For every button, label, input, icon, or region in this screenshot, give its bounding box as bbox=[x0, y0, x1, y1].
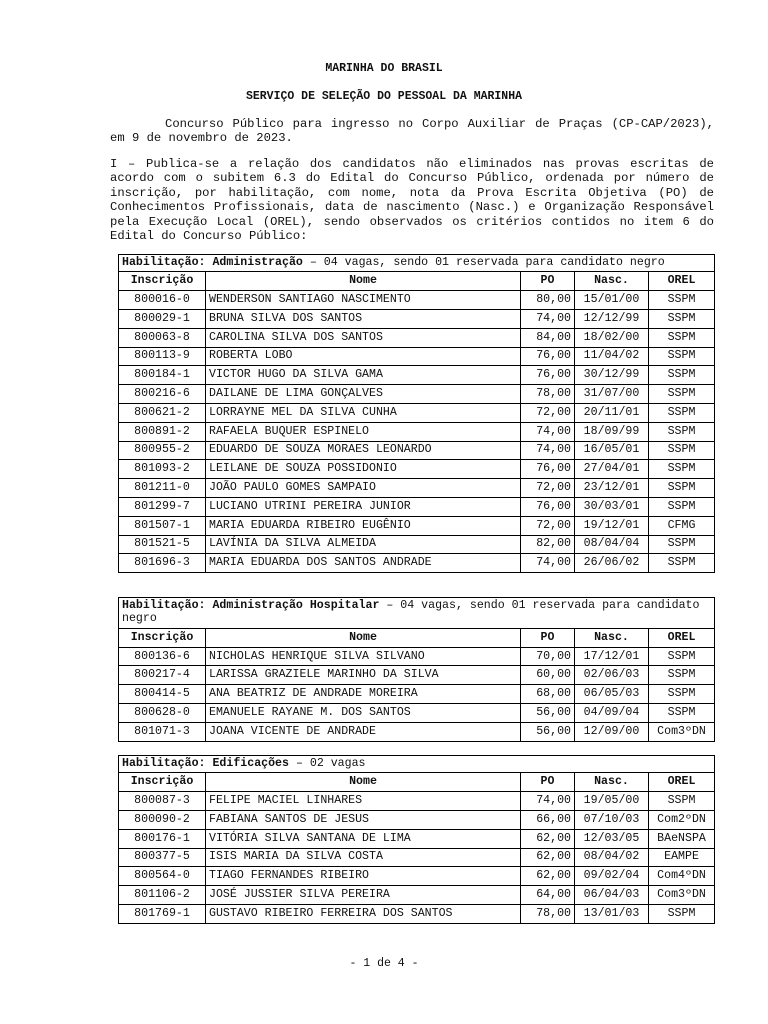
section-table-edificacoes bbox=[118, 755, 715, 924]
cell-nome: EDUARDO DE SOUZA MORAES LEONARDO bbox=[206, 441, 521, 460]
cell-inscricao: 801106-2 bbox=[119, 886, 206, 905]
cell-nome: ISIS MARIA DA SILVA COSTA bbox=[206, 848, 521, 867]
cell-orel: SSPM bbox=[649, 460, 715, 479]
table-row bbox=[119, 685, 715, 704]
col-orel: OREL bbox=[649, 272, 715, 291]
cell-nome: DAILANE DE LIMA GONÇALVES bbox=[206, 385, 521, 404]
section-heading bbox=[119, 255, 715, 272]
cell-nome: ROBERTA LOBO bbox=[206, 347, 521, 366]
table-row bbox=[119, 704, 715, 723]
cell-inscricao: 801071-3 bbox=[119, 722, 206, 741]
cell-po: 78,00 bbox=[521, 904, 575, 923]
cell-orel: SSPM bbox=[649, 385, 715, 404]
cell-nome: EMANUELE RAYANE M. DOS SANTOS bbox=[206, 704, 521, 723]
cell-po: 74,00 bbox=[521, 441, 575, 460]
cell-inscricao: 800090-2 bbox=[119, 811, 206, 830]
cell-po: 72,00 bbox=[521, 516, 575, 535]
table-row bbox=[119, 422, 715, 441]
cell-orel: SSPM bbox=[649, 441, 715, 460]
cell-nasc: 26/06/02 bbox=[575, 554, 649, 573]
cell-inscricao: 800377-5 bbox=[119, 848, 206, 867]
cell-inscricao: 800016-0 bbox=[119, 291, 206, 310]
section-header-row bbox=[119, 756, 715, 773]
cell-inscricao: 800176-1 bbox=[119, 829, 206, 848]
cell-inscricao: 800063-8 bbox=[119, 328, 206, 347]
cell-nasc: 31/07/00 bbox=[575, 385, 649, 404]
cell-nome: TIAGO FERNANDES RIBEIRO bbox=[206, 867, 521, 886]
cell-orel: SSPM bbox=[649, 647, 715, 666]
section-table-administracao-hospitalar bbox=[118, 597, 715, 742]
col-inscricao: Inscrição bbox=[119, 272, 206, 291]
column-header-row bbox=[119, 272, 715, 291]
cell-inscricao: 800087-3 bbox=[119, 792, 206, 811]
org-title: MARINHA DO BRASIL bbox=[325, 62, 443, 75]
table-row bbox=[119, 460, 715, 479]
cell-orel: SSPM bbox=[649, 366, 715, 385]
cell-nasc: 11/04/02 bbox=[575, 347, 649, 366]
table-row bbox=[119, 347, 715, 366]
section-rows bbox=[119, 647, 715, 741]
cell-nome: FELIPE MACIEL LINHARES bbox=[206, 792, 521, 811]
cell-po: 62,00 bbox=[521, 867, 575, 886]
cell-po: 62,00 bbox=[521, 829, 575, 848]
col-po: PO bbox=[521, 773, 575, 792]
table-row bbox=[119, 829, 715, 848]
section-header-row bbox=[119, 598, 715, 629]
cell-orel: SSPM bbox=[649, 666, 715, 685]
cell-nasc: 08/04/02 bbox=[575, 848, 649, 867]
cell-inscricao: 800184-1 bbox=[119, 366, 206, 385]
cell-nome: LARISSA GRAZIELE MARINHO DA SILVA bbox=[206, 666, 521, 685]
cell-nome: VICTOR HUGO DA SILVA GAMA bbox=[206, 366, 521, 385]
cell-po: 56,00 bbox=[521, 704, 575, 723]
col-nasc: Nasc. bbox=[575, 272, 649, 291]
cell-orel: SSPM bbox=[649, 904, 715, 923]
cell-po: 62,00 bbox=[521, 848, 575, 867]
cell-inscricao: 800029-1 bbox=[119, 310, 206, 329]
cell-nasc: 08/04/04 bbox=[575, 535, 649, 554]
col-po: PO bbox=[521, 272, 575, 291]
cell-orel: BAeNSPA bbox=[649, 829, 715, 848]
cell-orel: SSPM bbox=[649, 497, 715, 516]
cell-nome: BRUNA SILVA DOS SANTOS bbox=[206, 310, 521, 329]
col-orel: OREL bbox=[649, 628, 715, 647]
cell-nome: LORRAYNE MEL DA SILVA CUNHA bbox=[206, 403, 521, 422]
col-orel: OREL bbox=[649, 773, 715, 792]
cell-po: 76,00 bbox=[521, 366, 575, 385]
cell-po: 78,00 bbox=[521, 385, 575, 404]
col-nome: Nome bbox=[206, 628, 521, 647]
cell-inscricao: 800564-0 bbox=[119, 867, 206, 886]
cell-inscricao: 801521-5 bbox=[119, 535, 206, 554]
cell-nasc: 30/12/99 bbox=[575, 366, 649, 385]
table-row bbox=[119, 403, 715, 422]
table-row bbox=[119, 554, 715, 573]
cell-nome: JOANA VICENTE DE ANDRADE bbox=[206, 722, 521, 741]
cell-nome: MARIA EDUARDA DOS SANTOS ANDRADE bbox=[206, 554, 521, 573]
cell-po: 72,00 bbox=[521, 403, 575, 422]
cell-po: 70,00 bbox=[521, 647, 575, 666]
cell-inscricao: 801299-7 bbox=[119, 497, 206, 516]
cell-inscricao: 800955-2 bbox=[119, 441, 206, 460]
cell-orel: SSPM bbox=[649, 328, 715, 347]
table-row bbox=[119, 666, 715, 685]
cell-nasc: 17/12/01 bbox=[575, 647, 649, 666]
cell-po: 74,00 bbox=[521, 792, 575, 811]
cell-inscricao: 800628-0 bbox=[119, 704, 206, 723]
cell-nasc: 12/12/99 bbox=[575, 310, 649, 329]
section-label: Habilitação: Administração bbox=[122, 256, 303, 269]
cell-nasc: 18/02/00 bbox=[575, 328, 649, 347]
cell-nome: GUSTAVO RIBEIRO FERREIRA DOS SANTOS bbox=[206, 904, 521, 923]
col-nasc: Nasc. bbox=[575, 773, 649, 792]
table-row bbox=[119, 441, 715, 460]
cell-orel: SSPM bbox=[649, 792, 715, 811]
table-row bbox=[119, 811, 715, 830]
cell-nasc: 07/10/03 bbox=[575, 811, 649, 830]
cell-nasc: 30/03/01 bbox=[575, 497, 649, 516]
section-rows bbox=[119, 792, 715, 924]
table-row bbox=[119, 366, 715, 385]
table-row bbox=[119, 904, 715, 923]
cell-orel: SSPM bbox=[649, 310, 715, 329]
section-note: – 02 vagas bbox=[288, 757, 366, 770]
table-row bbox=[119, 310, 715, 329]
col-po: PO bbox=[521, 628, 575, 647]
cell-nome: VITÓRIA SILVA SANTANA DE LIMA bbox=[206, 829, 521, 848]
table-row bbox=[119, 848, 715, 867]
cell-inscricao: 800136-6 bbox=[119, 647, 206, 666]
cell-nasc: 06/05/03 bbox=[575, 685, 649, 704]
cell-nome: LUCIANO UTRINI PEREIRA JUNIOR bbox=[206, 497, 521, 516]
cell-nome: NICHOLAS HENRIQUE SILVA SILVANO bbox=[206, 647, 521, 666]
cell-po: 82,00 bbox=[521, 535, 575, 554]
cell-po: 74,00 bbox=[521, 422, 575, 441]
cell-nasc: 19/05/00 bbox=[575, 792, 649, 811]
cell-inscricao: 800217-4 bbox=[119, 666, 206, 685]
cell-nasc: 09/02/04 bbox=[575, 867, 649, 886]
cell-orel: SSPM bbox=[649, 291, 715, 310]
table-row bbox=[119, 647, 715, 666]
cell-inscricao: 801093-2 bbox=[119, 460, 206, 479]
cell-nome: WENDERSON SANTIAGO NASCIMENTO bbox=[206, 291, 521, 310]
cell-nome: ANA BEATRIZ DE ANDRADE MOREIRA bbox=[206, 685, 521, 704]
column-header-row bbox=[119, 773, 715, 792]
col-nome: Nome bbox=[206, 272, 521, 291]
cell-po: 80,00 bbox=[521, 291, 575, 310]
table-row bbox=[119, 867, 715, 886]
table-row bbox=[119, 479, 715, 498]
cell-inscricao: 801696-3 bbox=[119, 554, 206, 573]
col-nome: Nome bbox=[206, 773, 521, 792]
col-inscricao: Inscrição bbox=[119, 773, 206, 792]
cell-nasc: 13/01/03 bbox=[575, 904, 649, 923]
body-paragraph: I – Publica-se a relação dos candidatos não eliminados nas provas escritas de acordo com o subitem 6.3 do Edital do Concurso Público, ordenada por número de inscrição, por habilitação, com nome, nota da Prova Escrita Objetiva (PO) de Conhecimentos Profissionais, data de nascimento (Nasc.) e Organização Responsável pela Execução Local (OREL), sendo observados os critérios contidos no item 6 do Edital do Concurso Público: bbox=[110, 157, 714, 244]
cell-po: 66,00 bbox=[521, 811, 575, 830]
cell-nasc: 23/12/01 bbox=[575, 479, 649, 498]
cell-nasc: 19/12/01 bbox=[575, 516, 649, 535]
intro-paragraph: Concurso Público para ingresso no Corpo Auxiliar de Praças (CP-CAP/2023), em 9 de novembro de 2023. bbox=[110, 117, 714, 146]
cell-nome: MARIA EDUARDA RIBEIRO EUGÊNIO bbox=[206, 516, 521, 535]
cell-orel: SSPM bbox=[649, 554, 715, 573]
cell-orel: CFMG bbox=[649, 516, 715, 535]
cell-orel: SSPM bbox=[649, 704, 715, 723]
cell-inscricao: 800891-2 bbox=[119, 422, 206, 441]
cell-nasc: 12/03/05 bbox=[575, 829, 649, 848]
cell-orel: SSPM bbox=[649, 403, 715, 422]
cell-po: 56,00 bbox=[521, 722, 575, 741]
table-row bbox=[119, 291, 715, 310]
cell-nasc: 02/06/03 bbox=[575, 666, 649, 685]
table-row bbox=[119, 722, 715, 741]
cell-inscricao: 801211-0 bbox=[119, 479, 206, 498]
cell-orel: Com3ºDN bbox=[649, 886, 715, 905]
cell-nasc: 15/01/00 bbox=[575, 291, 649, 310]
cell-orel: SSPM bbox=[649, 347, 715, 366]
cell-po: 76,00 bbox=[521, 497, 575, 516]
section-note: – 04 vagas, sendo 01 reservada para candidato negro bbox=[122, 599, 700, 626]
table-row bbox=[119, 886, 715, 905]
section-label: Habilitação: Edificações bbox=[122, 757, 289, 770]
col-nasc: Nasc. bbox=[575, 628, 649, 647]
cell-inscricao: 801769-1 bbox=[119, 904, 206, 923]
table-row bbox=[119, 328, 715, 347]
col-inscricao: Inscrição bbox=[119, 628, 206, 647]
cell-po: 64,00 bbox=[521, 886, 575, 905]
cell-inscricao: 801507-1 bbox=[119, 516, 206, 535]
section-note: – 04 vagas, sendo 01 reservada para candidato negro bbox=[302, 256, 665, 269]
cell-orel: Com3ºDN bbox=[649, 722, 715, 741]
cell-nasc: 16/05/01 bbox=[575, 441, 649, 460]
cell-inscricao: 800113-9 bbox=[119, 347, 206, 366]
cell-nome: JOSÉ JUSSIER SILVA PEREIRA bbox=[206, 886, 521, 905]
cell-po: 74,00 bbox=[521, 554, 575, 573]
cell-po: 76,00 bbox=[521, 460, 575, 479]
table-row bbox=[119, 535, 715, 554]
cell-orel: Com4ºDN bbox=[649, 867, 715, 886]
cell-nome: FABIANA SANTOS DE JESUS bbox=[206, 811, 521, 830]
table-row bbox=[119, 385, 715, 404]
section-header-row bbox=[119, 255, 715, 272]
cell-po: 74,00 bbox=[521, 310, 575, 329]
cell-nome: CAROLINA SILVA DOS SANTOS bbox=[206, 328, 521, 347]
section-heading bbox=[119, 756, 715, 773]
cell-nasc: 12/09/00 bbox=[575, 722, 649, 741]
cell-nome: JOÃO PAULO GOMES SAMPAIO bbox=[206, 479, 521, 498]
cell-orel: SSPM bbox=[649, 535, 715, 554]
cell-nome: RAFAELA BUQUER ESPINELO bbox=[206, 422, 521, 441]
cell-inscricao: 800216-6 bbox=[119, 385, 206, 404]
cell-nasc: 20/11/01 bbox=[575, 403, 649, 422]
cell-nasc: 27/04/01 bbox=[575, 460, 649, 479]
cell-nome: LAVÍNIA DA SILVA ALMEIDA bbox=[206, 535, 521, 554]
table-row bbox=[119, 497, 715, 516]
cell-nasc: 04/09/04 bbox=[575, 704, 649, 723]
cell-nome: LEILANE DE SOUZA POSSIDONIO bbox=[206, 460, 521, 479]
cell-orel: SSPM bbox=[649, 422, 715, 441]
cell-orel: Com2ºDN bbox=[649, 811, 715, 830]
cell-inscricao: 800621-2 bbox=[119, 403, 206, 422]
cell-orel: SSPM bbox=[649, 479, 715, 498]
cell-po: 68,00 bbox=[521, 685, 575, 704]
cell-po: 60,00 bbox=[521, 666, 575, 685]
column-header-row bbox=[119, 628, 715, 647]
table-row bbox=[119, 516, 715, 535]
cell-orel: SSPM bbox=[649, 685, 715, 704]
cell-nasc: 18/09/99 bbox=[575, 422, 649, 441]
section-rows bbox=[119, 291, 715, 573]
cell-orel: EAMPE bbox=[649, 848, 715, 867]
page-number: - 1 de 4 - bbox=[349, 957, 419, 970]
section-label: Habilitação: Administração Hospitalar bbox=[122, 599, 380, 612]
table-row bbox=[119, 792, 715, 811]
cell-po: 84,00 bbox=[521, 328, 575, 347]
cell-inscricao: 800414-5 bbox=[119, 685, 206, 704]
section-heading bbox=[119, 598, 715, 629]
cell-po: 72,00 bbox=[521, 479, 575, 498]
section-table-administracao bbox=[118, 254, 715, 573]
cell-po: 76,00 bbox=[521, 347, 575, 366]
service-title: SERVIÇO DE SELEÇÃO DO PESSOAL DA MARINHA bbox=[245, 90, 523, 103]
cell-nasc: 06/04/03 bbox=[575, 886, 649, 905]
